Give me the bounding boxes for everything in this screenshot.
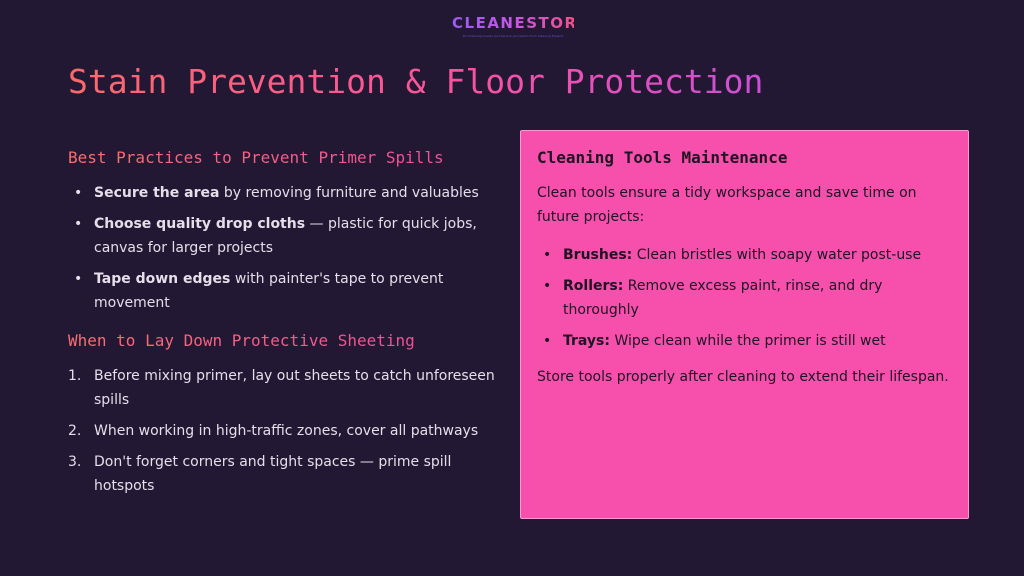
list-item (68, 450, 498, 498)
sheeting-list (68, 364, 498, 498)
list-item (537, 329, 952, 353)
item-bold: Brushes: (563, 247, 633, 263)
logo-tagline: Pro Cleaning Guides And Service Journalism From Cleaning Experts (462, 34, 564, 38)
list-item (68, 181, 498, 205)
item-bold: Secure the area (94, 185, 220, 201)
item-text: Wipe clean while the primer is still wet (610, 333, 886, 349)
page-title: Stain Prevention & Floor Protection (68, 62, 764, 101)
list-item (68, 419, 498, 443)
list-item (537, 243, 952, 267)
item-text: — plastic for quick jobs, canvas for larger projects (94, 216, 477, 256)
list-item (537, 274, 952, 322)
list-item (68, 212, 498, 260)
section-heading-sheeting: When to Lay Down Protective Sheeting (68, 331, 415, 350)
tools-maintenance-card (520, 130, 969, 519)
item-text: Clean bristles with soapy water post-use (632, 247, 922, 263)
item-bold: Tape down edges (94, 271, 231, 287)
item-bold: Choose quality drop cloths (94, 216, 306, 232)
section-heading-spills: Best Practices to Prevent Primer Spills (68, 148, 444, 167)
item-number: 1. (68, 368, 82, 384)
item-text: Before mixing primer, lay out sheets to catch unforeseen spills (94, 368, 495, 408)
spill-practices-list (68, 181, 498, 315)
tools-list (537, 243, 952, 353)
item-text: Remove excess paint, rinse, and dry thoroughly (563, 278, 883, 318)
item-bold: Trays: (563, 333, 610, 349)
card-intro: Clean tools ensure a tidy workspace and save time on future projects: (537, 185, 917, 225)
item-text: by removing furniture and valuables (219, 185, 479, 201)
item-text: with painter's tape to prevent movement (94, 271, 444, 311)
logo-wordmark: CLEANESTOR (452, 14, 578, 32)
item-text: When working in high-traffic zones, cover all pathways (94, 423, 479, 439)
left-column (68, 148, 498, 505)
list-item (68, 267, 498, 315)
item-bold: Rollers: (563, 278, 624, 294)
item-number: 2. (68, 423, 82, 439)
item-number: 3. (68, 454, 82, 470)
item-text: Don't forget corners and tight spaces — prime spill hotspots (94, 454, 452, 494)
list-item (68, 364, 498, 412)
card-outro: Store tools properly after cleaning to extend their lifespan. (537, 369, 949, 385)
brand-logo (452, 14, 578, 38)
card-heading: Cleaning Tools Maintenance (537, 148, 788, 167)
